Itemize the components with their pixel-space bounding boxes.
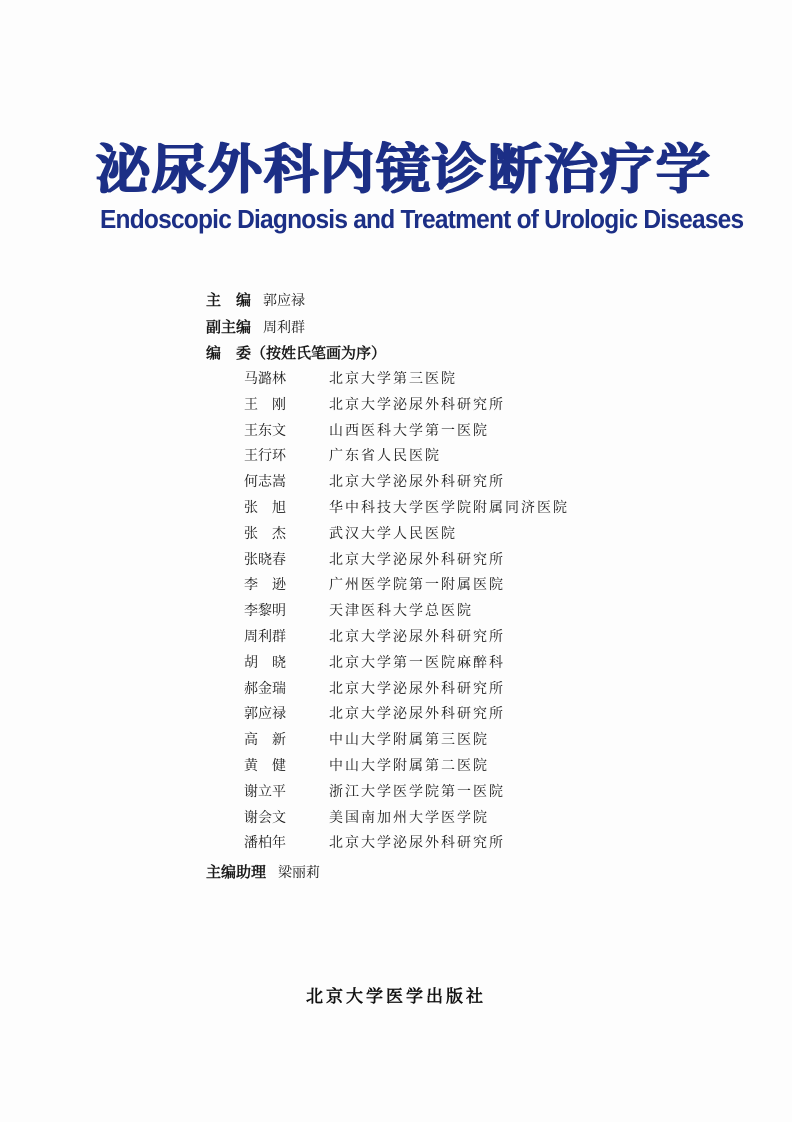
editor-assistant-name: 梁丽莉: [278, 865, 321, 881]
board-member-name: 张 旭: [244, 499, 286, 516]
board-member-name: 谢会文: [244, 809, 286, 826]
board-member-name: 何志嵩: [244, 474, 286, 491]
board-member-name: 李黎明: [244, 603, 286, 620]
board-member-row: [244, 369, 644, 395]
board-member-name: 黄 健: [244, 757, 286, 774]
board-member-affiliation: 广州医学院第一附属医院: [329, 577, 505, 594]
board-member-affiliation: 浙江大学医学院第一医院: [329, 783, 505, 800]
board-member-affiliation: 中山大学附属第二医院: [329, 757, 489, 774]
board-member-row: [244, 627, 644, 653]
board-member-affiliation: 北京大学泌尿外科研究所: [329, 835, 505, 852]
board-member-row: [244, 472, 644, 498]
board-member-row: [244, 808, 644, 834]
chief-editor-name: 郭应禄: [263, 293, 306, 309]
board-member-affiliation: 广东省人民医院: [329, 448, 441, 465]
board-member-row: [244, 601, 644, 627]
board-member-row: [244, 446, 644, 472]
board-member-name: 潘柏年: [244, 835, 286, 852]
board-member-row: [244, 421, 644, 447]
board-member-affiliation: 武汉大学人民医院: [329, 525, 457, 542]
board-member-row: [244, 395, 644, 421]
editor-assistant-role: 主编助理: [206, 863, 267, 881]
board-member-affiliation: 美国南加州大学医学院: [329, 809, 489, 826]
chief-editor-role: 主 编: [206, 291, 252, 309]
board-member-affiliation: 北京大学第一医院麻醉科: [329, 654, 505, 671]
board-member-affiliation: 中山大学附属第三医院: [329, 732, 489, 749]
board-member-row: [244, 756, 644, 782]
board-member-affiliation: 北京大学第三医院: [329, 371, 457, 387]
board-member-row: [244, 704, 644, 730]
board-member-row: [244, 730, 644, 756]
board-member-name: 郭应禄: [244, 706, 286, 723]
board-member-name: 胡 晓: [244, 654, 286, 671]
board-member-name: 张晓春: [244, 551, 286, 568]
board-member-affiliation: 山西医科大学第一医院: [329, 422, 489, 439]
board-member-row: [244, 833, 644, 859]
publisher-name: 北京大学医学出版社: [306, 987, 486, 1007]
chief-editor-line: [206, 290, 305, 311]
board-member-row: [244, 498, 644, 524]
deputy-editor-name: 周利群: [263, 320, 306, 336]
editorial-board-heading: [206, 343, 386, 363]
deputy-editor-line: [206, 317, 305, 338]
board-member-name: 周利群: [244, 628, 286, 645]
board-member-affiliation: 北京大学泌尿外科研究所: [329, 551, 505, 568]
board-member-affiliation: 北京大学泌尿外科研究所: [329, 706, 505, 723]
board-member-name: 高 新: [244, 732, 286, 749]
board-member-affiliation: 天津医科大学总医院: [329, 603, 473, 620]
board-member-name: 王行环: [244, 448, 286, 465]
board-member-affiliation: 北京大学泌尿外科研究所: [329, 628, 505, 645]
board-member-name: 王 刚: [244, 396, 286, 413]
board-member-row: [244, 550, 644, 576]
board-member-name: 王东文: [244, 422, 286, 439]
board-member-affiliation: 华中科技大学医学院附属同济医院: [329, 499, 569, 516]
editorial-board-list: [244, 369, 644, 859]
board-member-affiliation: 北京大学泌尿外科研究所: [329, 474, 505, 491]
board-member-affiliation: 北京大学泌尿外科研究所: [329, 396, 505, 413]
board-member-affiliation: 北京大学泌尿外科研究所: [329, 680, 505, 697]
deputy-editor-role: 副主编: [206, 318, 252, 336]
editorial-board-role: 编 委（按姓氏笔画为序）: [206, 344, 387, 362]
board-member-name: 谢立平: [244, 783, 286, 800]
board-member-row: [244, 782, 644, 808]
board-member-name: 马潞林: [244, 371, 286, 387]
book-title-chinese: 泌尿外科内镜诊断治疗学: [96, 138, 712, 201]
editor-assistant-line: [206, 862, 320, 883]
board-member-name: 李 逊: [244, 577, 286, 594]
board-member-row: [244, 679, 644, 705]
board-member-row: [244, 524, 644, 550]
board-member-name: 张 杰: [244, 525, 286, 542]
board-member-row: [244, 653, 644, 679]
book-title-english: Endoscopic Diagnosis and Treatment of Urologic Diseases: [100, 206, 744, 234]
board-member-row: [244, 575, 644, 601]
board-member-name: 郝金瑞: [244, 680, 286, 697]
